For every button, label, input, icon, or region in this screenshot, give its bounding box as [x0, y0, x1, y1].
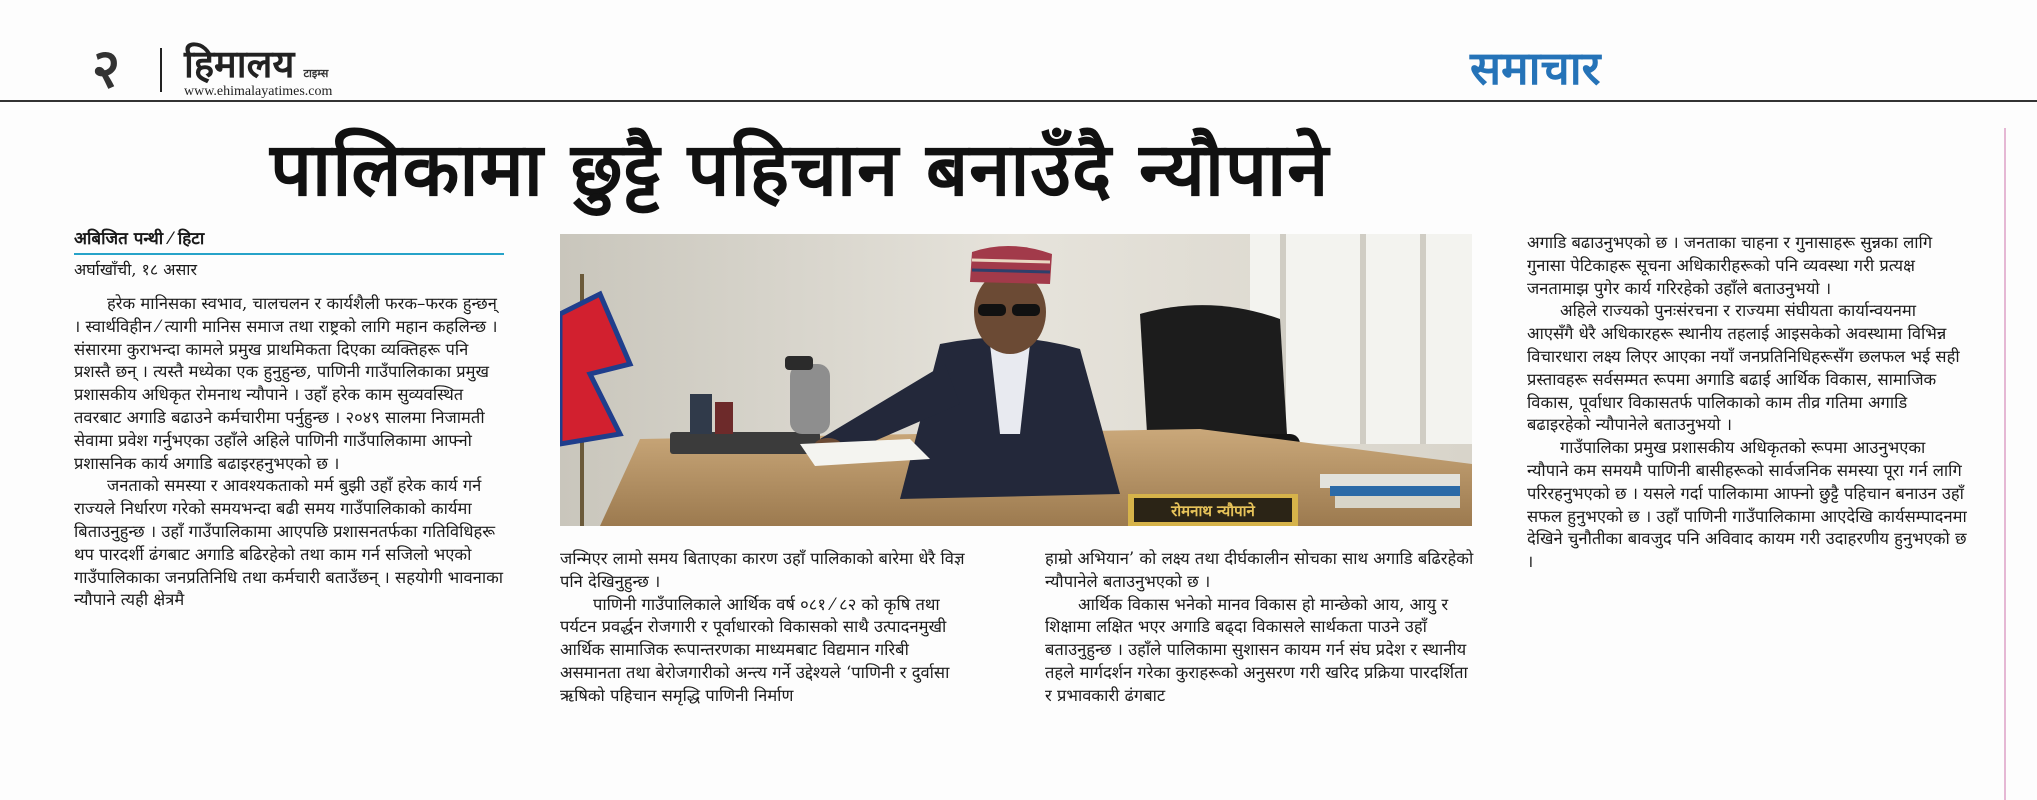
paragraph: पाणिनी गाउँपालिकाले आर्थिक वर्ष ०८१ ⁄ ८२ को कृषि तथा पर्यटन प्रवर्द्धन रोजगारी र पूर्वाधारको विकासको साथै उत्पादनमुखी आर्थिक सामाजिक रूपान्तरणका माध्यमबाट विद्यमान गरिबी असमानता तथा बेरोजगारीको अन्त्य गर्ने उद्देश्यले ‘पाणिनी र दुर्वासा ऋषिको पहिचान समृद्धि पाणिनी निर्माण [560, 594, 950, 705]
header-rule [0, 100, 2037, 102]
page-number: २ [92, 36, 121, 100]
brand-name: हिमालय [184, 41, 295, 86]
column-rule [2004, 128, 2006, 800]
paragraph: अहिले राज्यको पुनःसंरचना र राज्यमा संघीयता कार्यान्वयनमा आएसँगै धेरै अधिकारहरू स्थानीय तहलाई आइसकेको अवस्थामा विभिन्न विचारधारा लक्ष्य लिएर आएका नयाँ जनप्रतिनिधिहरूसँग छलफल भई सही प्रस्तावहरू सर्वसम्मत रूपमा अगाडि बढाई आर्थिक विकास, सामाजिक विकास, पूर्वाधार विकासतर्फ पालिकाको काम तीव्र गतिमा अगाडि बढाइरहेको न्यौपानेले बताउनुभयो । [1527, 301, 1960, 435]
article-column-4 [1527, 232, 1967, 574]
byline: अबिजित पन्थी ⁄ हिटा [74, 228, 504, 255]
brand-url: www.ehimalayatimes.com [184, 84, 333, 99]
nameplate-text: रोमनाथ न्यौपाने [1171, 502, 1255, 520]
masthead-logo [184, 41, 333, 100]
paragraph: हाम्रो अभियान’ को लक्ष्य तथा दीर्घकालीन सोचका साथ अगाडि बढिरहेको न्यौपानेले बताउनुभएको छ । [1045, 549, 1474, 591]
paragraph: जन्मिएर लामो समय बिताएका कारण उहाँ पालिकाको बारेमा धेरै विज्ञ पनि देखिनुहुन्छ । [560, 549, 965, 591]
header-divider [160, 48, 162, 92]
article-column-2 [560, 548, 970, 708]
paragraph: अगाडि बढाउनुभएको छ । जनताका चाहना र गुनासाहरू सुन्नका लागि गुनासा पेटिकाहरू सूचना अधिकारीहरूको पनि व्यवस्था गरी प्रत्यक्ष जनतामाझ पुगेर कार्य गरिरहेको उहाँले बताउनुभयो । [1527, 233, 1933, 298]
article-column-3 [1045, 548, 1475, 708]
brand-sub: टाइम्स [303, 67, 329, 80]
paragraph: गाउँपालिका प्रमुख प्रशासकीय अधिकृतको रूपमा आउनुभएका न्यौपाने कम समयमै पाणिनी बासीहरूको सार्वजनिक समस्या पूरा गर्न लागि परिरहनुभएको छ । यसले गर्दा पालिकामा आफ्नो छुट्टै पहिचान बनाउन उहाँ सफल हुनुभएको छ । उहाँ पाणिनी गाउँपालिकामा आएदेखि कार्यसम्पादनमा देखिने चुनौतीका बावजुद पनि अविवाद कायम गरी उदाहरणीय हुनुभएको छ । [1527, 438, 1967, 572]
article-photo [560, 234, 1472, 526]
dateline: अर्घाखाँची, १८ असार [74, 260, 197, 279]
official-at-desk-photo [560, 234, 1472, 526]
article-column-1 [74, 293, 504, 612]
paragraph: जनताको समस्या र आवश्यकताको मर्म बुझी उहाँ हरेक कार्य गर्न राज्यले निर्धारण गरेको समयभन्दा बढी समय गाउँपालिकाको कार्यमा बिताउनुहुन्छ । उहाँ गाउँपालिकामा आएपछि प्रशासनतर्फका गतिविधिहरू थप पारदर्शी ढंगबाट अगाडि बढिरहेको तथा काम गर्न सजिलो भएको गाउँपालिकाका जनप्रतिनिधि तथा कर्मचारी बताउँछन् । सहयोगी भावनाका न्यौपाने त्यही क्षेत्रमै [74, 476, 504, 610]
headline: पालिकामा छुट्टै पहिचान बनाउँदै न्यौपाने [270, 127, 1330, 213]
paragraph: हरेक मानिसका स्वभाव, चालचलन र कार्यशैली फरक–फरक हुन्छन् । स्वार्थविहीन ⁄ त्यागी मानिस समाज तथा राष्ट्रको लागि महान कहलिन्छ । संसारमा कुराभन्दा कामले प्रमुख प्राथमिकता दिएका व्यक्तिहरू पनि प्रशस्तै छन् । त्यस्तै मध्येका एक हुनुहुन्छ, पाणिनी गाउँपालिकाका प्रमुख प्रशासकीय अधिकृत रोमनाथ न्यौपाने । उहाँ हरेक काम सुव्यवस्थित तवरबाट अगाडि बढाउने कर्मचारीमा पर्नुहुन्छ । २०४९ सालमा निजामती सेवामा प्रवेश गर्नुभएका उहाँले अहिले पाणिनी गाउँपालिकामा आफ्नो प्रशासनिक कार्य अगाडि बढाइरहनुभएको छ । [74, 294, 498, 473]
paragraph: आर्थिक विकास भनेको मानव विकास हो मान्छेको आय, आयु र शिक्षामा लक्षित भएर अगाडि बढ्दा विकासले सार्थकता पाउने उहाँ बताउनुहुन्छ । उहाँले पालिकामा सुशासन कायम गर्न संघ प्रदेश र स्थानीय तहले मार्गदर्शन गरेका कुराहरूको अनुसरण गरी खरिद प्रक्रिया पारदर्शिता र प्रभावकारी ढंगबाट [1045, 594, 1468, 705]
section-title: समाचार [1470, 41, 1601, 95]
